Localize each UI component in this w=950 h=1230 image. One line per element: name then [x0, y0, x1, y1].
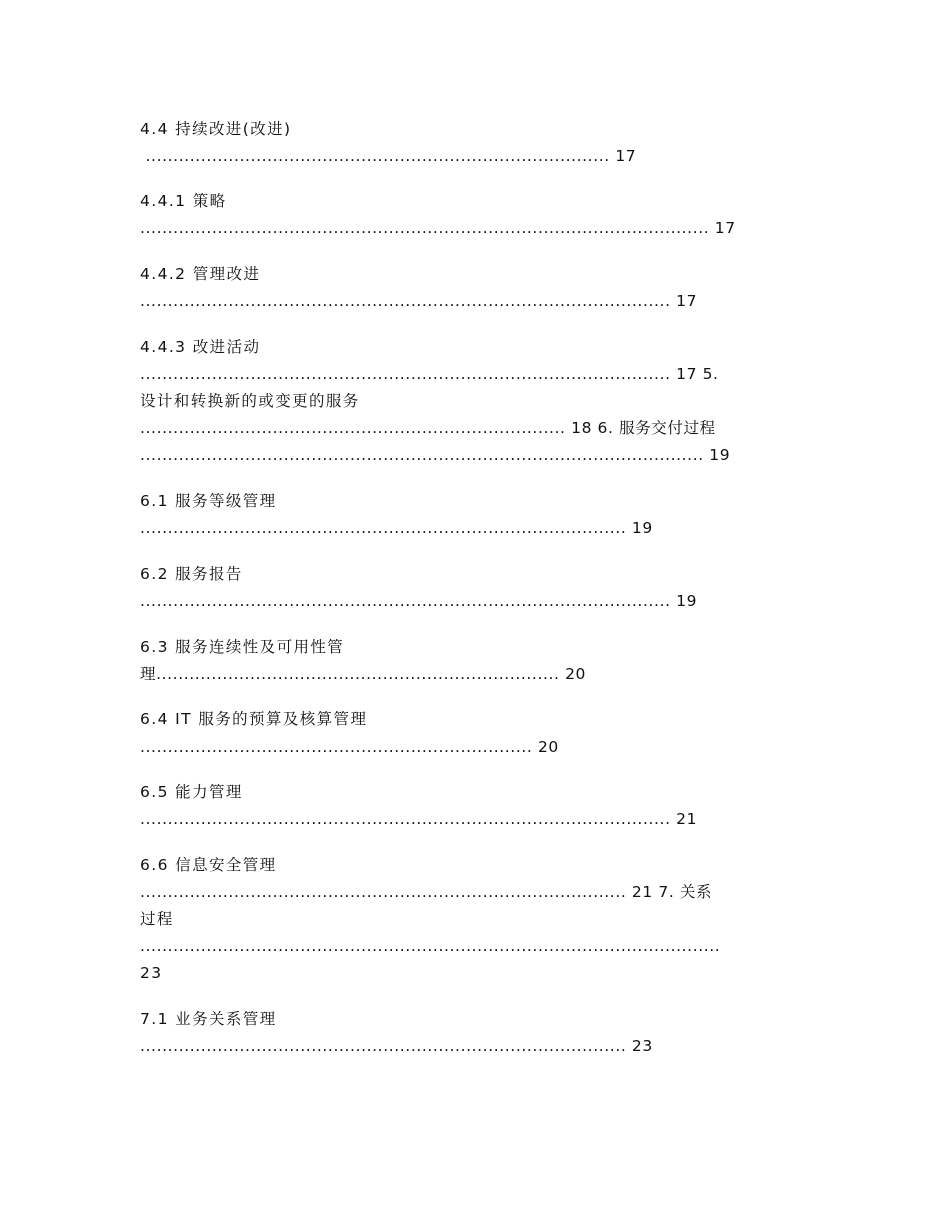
toc-leader-7: ......................................................................................................... — [140, 937, 721, 955]
toc-heading-6-4: 6.4 IT 服务的预算及核算管理 — [140, 710, 368, 728]
toc-leader-6-2: ................................................................................................ 19 — [140, 592, 698, 610]
toc-leader-6-6: ........................................................................................ 21 7. 关系 — [140, 883, 713, 901]
toc-leader-6-4: ....................................................................... 20 — [140, 738, 559, 756]
toc-heading-7-1: 7.1 业务关系管理 — [140, 1010, 277, 1028]
toc-leader-4-4: .................................................................................... 17 — [140, 147, 637, 165]
toc-leader-4-4-1: ....................................................................................................... 17 — [140, 219, 736, 237]
toc-heading-4-4: 4.4 持续改进(改进) — [140, 120, 292, 138]
toc-leader-6: ...................................................................................................... 19 — [140, 446, 731, 464]
toc-heading-6-6: 6.6 信息安全管理 — [140, 856, 277, 874]
toc-heading-6-1: 6.1 服务等级管理 — [140, 492, 277, 510]
toc-heading-5: 设计和转换新的或变更的服务 — [140, 392, 360, 410]
toc-heading-4-4-2: 4.4.2 管理改进 — [140, 265, 261, 283]
toc-heading-4-4-1: 4.4.1 策略 — [140, 192, 227, 210]
toc-heading-7: 过程 — [140, 910, 174, 928]
toc-leader-6-1: ........................................................................................ 19 — [140, 519, 653, 537]
toc-leader-4-4-2: ................................................................................................ 17 — [140, 292, 698, 310]
toc-heading-6-3: 6.3 服务连续性及可用性管 — [140, 638, 345, 656]
toc-leader-6-3: 理......................................................................... 20 — [140, 665, 587, 683]
toc-leader-4-4-3: ................................................................................................ 17 5. — [140, 365, 719, 383]
toc-page-number-7: 23 — [140, 964, 163, 982]
toc-leader-6-5: ................................................................................................ 21 — [140, 810, 698, 828]
toc-leader-7-1: ........................................................................................ 23 — [140, 1037, 653, 1055]
toc-heading-6-2: 6.2 服务报告 — [140, 565, 243, 583]
toc-heading-6-5: 6.5 能力管理 — [140, 783, 243, 801]
toc-leader-5: ............................................................................. 18 6. 服务交付过程 — [140, 419, 716, 437]
toc-heading-4-4-3: 4.4.3 改进活动 — [140, 338, 261, 356]
